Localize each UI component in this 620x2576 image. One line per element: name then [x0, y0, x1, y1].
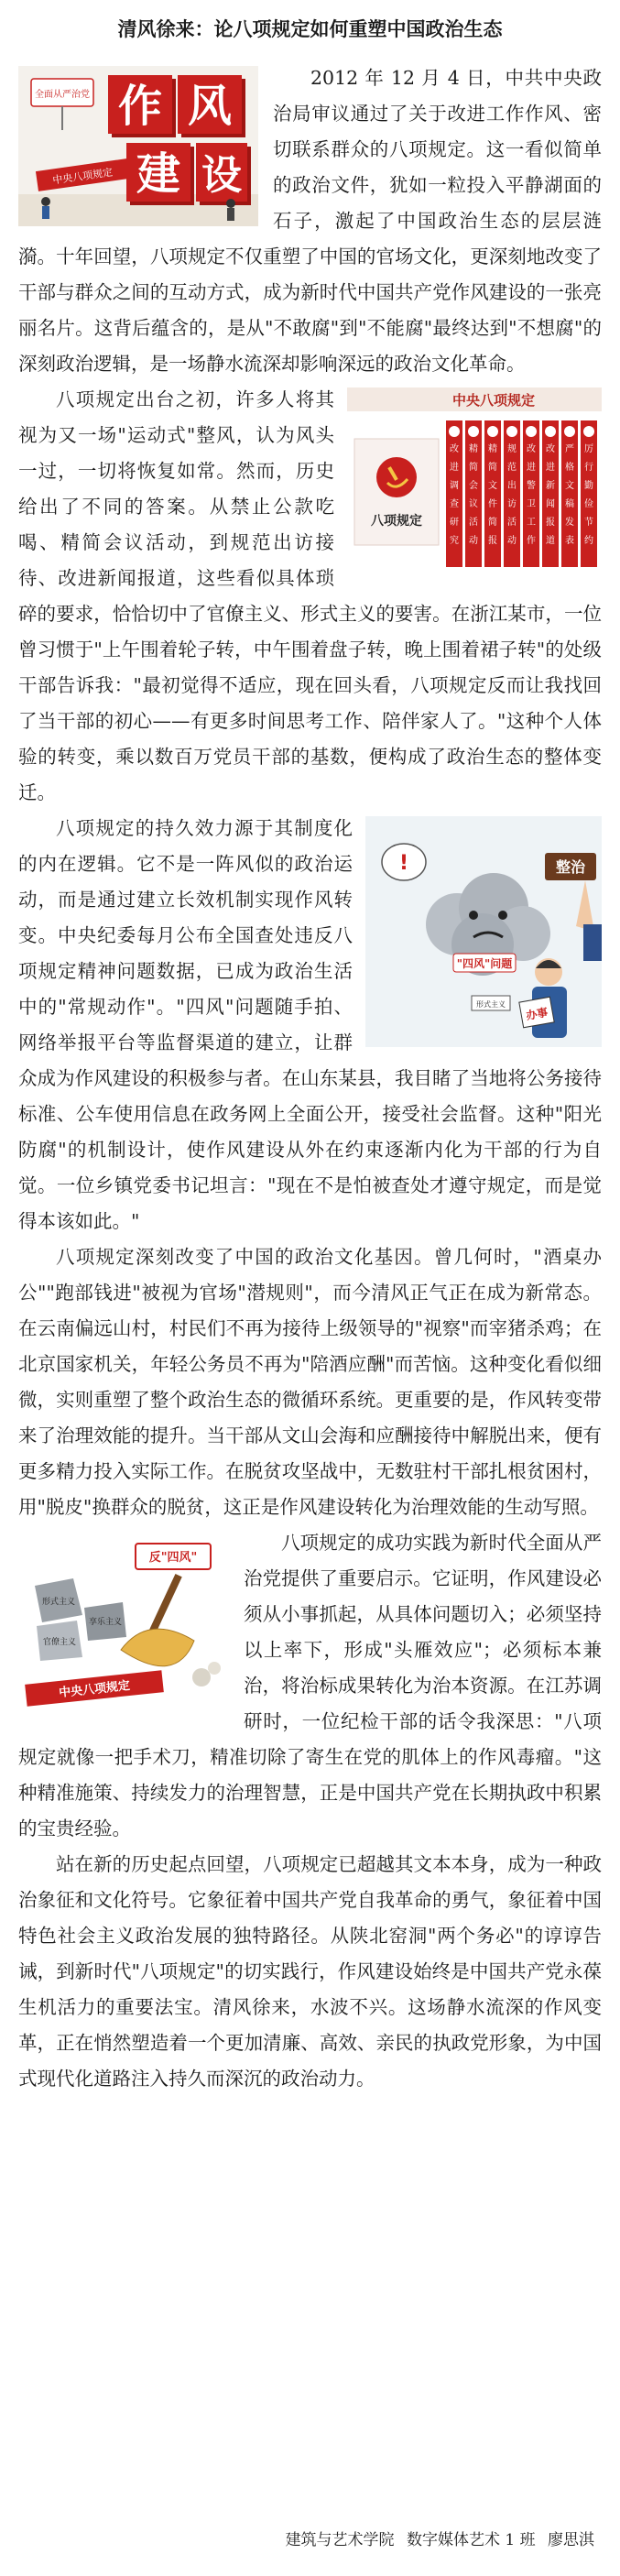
document-label: 办事 [525, 1005, 549, 1022]
rule-column-label-6: 改进新闻报道 [546, 444, 555, 546]
paragraph-1-text: 2012 年 12 月 4 日，中共中央政治局审议通过了关于改进工作作风、密切联系群众的八项规定。这一看似简单的政治文件，犹如一粒投入平静湖面的石子，激起了中国政治生态的层层涟漪。十年回望，八项规定不仅重塑了中国的官场文化，更深刻地改变了干部与群众之间的互动方式，成为新时代中国共产党作风建设的一张亮丽名片。这背后蕴含的，是从"不敢腐"到"不能腐"最终达到"不想腐"的深刻政治逻辑，是一场静水流深却影响深远的政治文化革命。 [18, 67, 602, 375]
big-char-1: 作 [117, 81, 163, 132]
figure-four-styles-cartoon [365, 816, 602, 1047]
anti-four-styles-sign: 反"四风" [148, 1551, 198, 1565]
anti-four-styles-graphic [18, 1531, 229, 1723]
figure-anti-four-styles-cartoon [18, 1531, 229, 1723]
paragraph-3-text: 八项规定的持久效力源于其制度化的内在逻辑。它不是一阵风似的政治运动，而是通过建立长效机制实现作风转变。中央纪委每月公布全国查处违反八项规定精神问题数据，已成为政治生活中的"常规动作"。"四风"问题随手拍、网络举报平台等监督渠道的建立，让群众成为作风建设的积极参与者。在山东某县，我目睹了当地将公务接待标准、公车使用信息在政务网上全面公开，接受社会监督。这种"阳光防腐"的机制设计，使作风建设从外在约束逐渐内化为干部的行为自觉。一位乡镇党委书记坦言："现在不是怕被查处才遵守规定，而是觉得本该如此。" [18, 817, 602, 1232]
eight-rules-graphic [347, 387, 602, 576]
rule-column-label-3: 精简文件简报 [488, 444, 497, 546]
byline-author: 廖思淇 [548, 2531, 594, 2549]
work-style-graphic [18, 66, 258, 226]
exclaim-bubble: ! [398, 852, 409, 875]
paragraph-4 [18, 1239, 602, 1525]
rectify-sign-text: 整治 [555, 858, 586, 876]
byline-class: 数字媒体艺术 1 班 [406, 2531, 536, 2549]
banner-text: 中央八项规定 [51, 166, 114, 187]
article-title: 清风徐来：论八项规定如何重塑中国政治生态 [117, 18, 503, 40]
rule-column-label-4: 规范出访活动 [507, 444, 517, 546]
rule-column-label-5: 改进警卫工作 [527, 444, 536, 546]
rule-column-label-7: 严格文稿发表 [565, 444, 574, 546]
big-char-3: 建 [136, 148, 181, 200]
paragraph-6-text: 站在新的历史起点回望，八项规定已超越其文本本身，成为一种政治象征和文化符号。它象征着中国共产党自我革命的勇气，象征着中国特色社会主义政治发展的独特路径。从陕北窑洞"两个务必"的谆谆告诫，到新时代"八项规定"的切实践行，作风建设始终是中国共产党永葆生机活力的重要法宝。清风徐来，水波不兴。这场静水流深的作风变革，正在悄然塑造着一个更加清廉、高效、亲民的执政党形象，为中国式现代化道路注入持久而深沉的政治动力。 [18, 1853, 602, 2090]
rule-column-label-2: 精简会议活动 [469, 444, 478, 546]
byline-school: 建筑与艺术学院 [285, 2531, 395, 2549]
rule-column-label-1: 改进调查研究 [450, 444, 459, 546]
logo-caption: 八项规定 [371, 514, 422, 529]
banner-text-fig4: 中央八项规定 [58, 1678, 131, 1701]
figure-work-style-illustration [18, 66, 258, 226]
big-char-4: 设 [201, 152, 242, 199]
paragraph-5 [18, 1525, 602, 1847]
formalism-badge: 形式主义 [476, 1000, 506, 1009]
paragraph-1 [18, 60, 602, 382]
paragraph-5-text: 八项规定的成功实践为新时代全面从严治党提供了重要启示。它证明，作风建设必须从小事抓起，从具体问题切入；必须坚持以上率下，形成"头雁效应"；必须标本兼治，将治标成果转化为治本资源。在江苏调研时，一位纪检干部的话令我深思："八项规定就像一把手术刀，精准切除了寄生在党的肌体上的作风毒瘤。"这种精准施策、持续发力的治理智慧，正是中国共产党在长期执政中积累的宝贵经验。 [18, 1532, 602, 1839]
figure-eight-rules-chart [347, 387, 602, 576]
big-char-2: 风 [187, 81, 233, 132]
byline [278, 2527, 594, 2554]
sign-text: 全面从严治党 [35, 90, 90, 100]
paragraph-2-text: 八项规定出台之初，许多人将其视为又一场"运动式"整风，认为风头一过，一切将恢复如常。然而，历史给出了不同的答案。从禁止公款吃喝、精简会议活动，到规范出访接待、改进新闻报道，这些看似具体琐碎的要求，恰恰切中了官僚主义、形式主义的要害。在浙江某市，一位曾习惯于"上午围着轮子转，中午围着盘子转，晚上围着裙子转"的处级干部告诉我："最初觉得不适应，现在回头看，八项规定反而让我找回了当干部的初心——有更多时间思考工作、陪伴家人了。"这种个人体验的转变，乘以数百万党员干部的基数，便构成了政治生态的整体变迁。 [18, 388, 602, 803]
rock-label-2: 官僚主义 [42, 1638, 77, 1647]
paragraph-6 [18, 1847, 602, 2097]
rule-column-label-8: 厉行勤俭节约 [584, 444, 593, 546]
chart-header: 中央八项规定 [451, 392, 536, 409]
rock-label-3: 享乐主义 [88, 1618, 123, 1627]
paragraph-2 [18, 382, 602, 811]
paragraph-3 [18, 811, 602, 1239]
rock-label-1: 形式主义 [41, 1598, 76, 1607]
four-styles-graphic [365, 816, 602, 1047]
cloud-label: "四风"问题 [456, 957, 513, 970]
paragraph-4-text: 八项规定深刻改变了中国的政治文化基因。曾几何时，"酒桌办公""跑部钱进"被视为官场"潜规则"，而今清风正气正在成为新常态。在云南偏远山村，村民们不再为接待上级领导的"视察"而宰猪杀鸡；在北京国家机关，年轻公务员不再为"陪酒应酬"而苦恼。这种变化看似细微，实则重塑了整个政治生态的微循环系统。更重要的是，作风转变带来了治理效能的提升。当干部从文山会海和应酬接待中解脱出来，便有更多精力投入实际工作。在脱贫攻坚战中，无数驻村干部扎根贫困村，用"脱皮"换群众的脱贫，这正是作风建设转化为治理效能的生动写照。 [18, 1246, 602, 1518]
